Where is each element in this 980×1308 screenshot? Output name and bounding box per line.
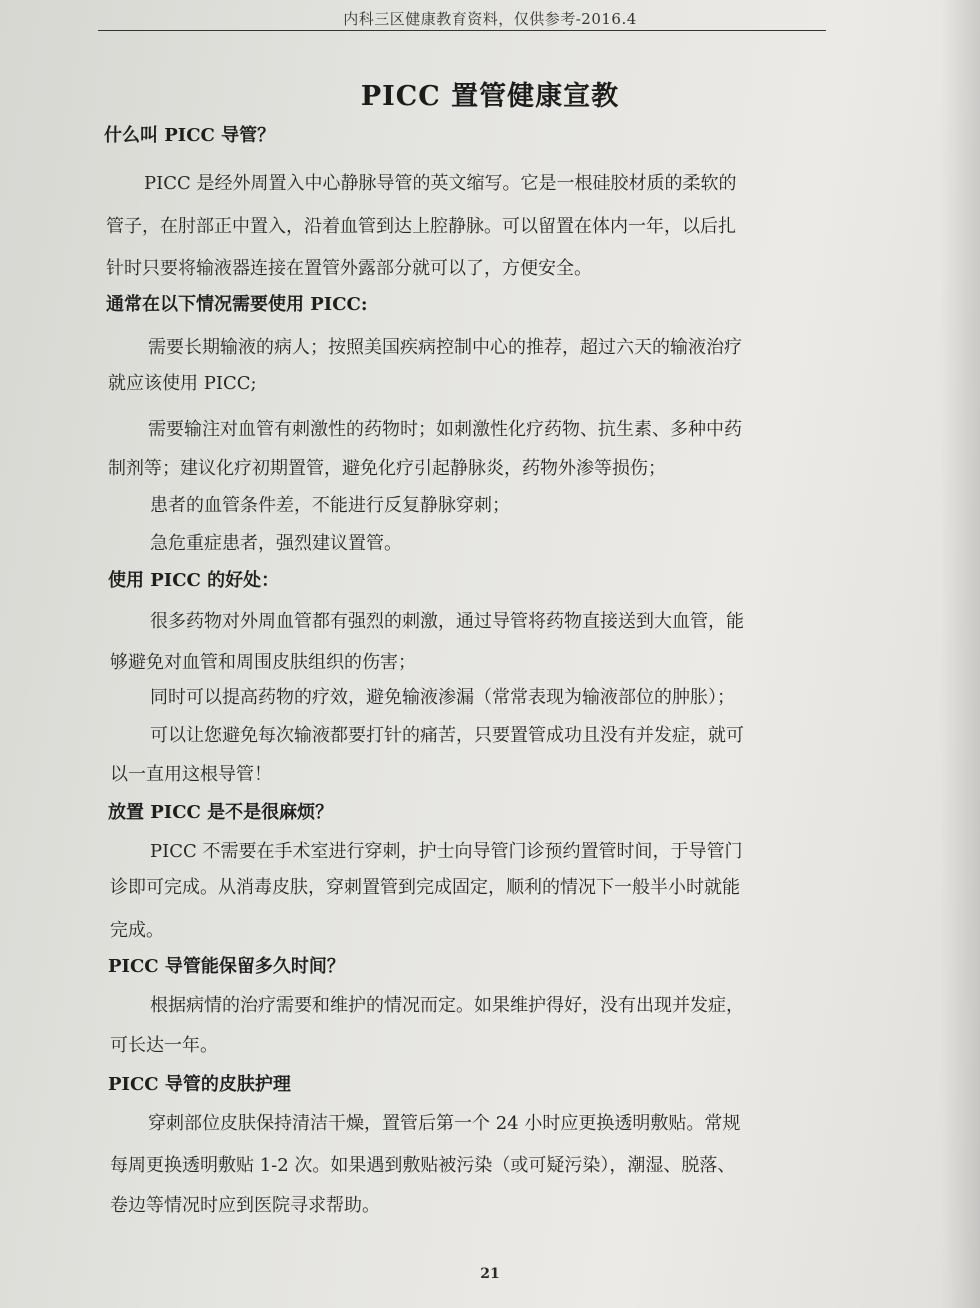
- text-line: 急危重症患者，强烈建议置管。: [150, 533, 402, 554]
- section-heading: 使用 PICC 的好处：: [108, 570, 280, 591]
- text-line: 就应该使用 PICC;: [108, 373, 257, 394]
- text-line: 完成。: [110, 920, 164, 941]
- text-line: 同时可以提高药物的疗效，避免输液渗漏（常常表现为输液部位的肿胀）；: [150, 687, 735, 708]
- section-heading: PICC 导管的皮肤护理: [108, 1074, 291, 1095]
- section-heading: 放置 PICC 是不是很麻烦？: [108, 802, 334, 823]
- text-line: 需要长期输液的病人；按照美国疾病控制中心的推荐，超过六天的输液治疗: [148, 337, 742, 358]
- text-line: 需要输注对血管有刺激性的药物时；如刺激性化疗药物、抗生素、多种中药: [148, 419, 742, 440]
- running-header: 内科三区健康教育资料，仅供参考-2016.4: [343, 10, 637, 28]
- text-line: 诊即可完成。从消毒皮肤，穿刺置管到完成固定，顺利的情况下一般半小时就能: [110, 877, 740, 898]
- text-line: 以一直用这根导管！: [110, 764, 272, 785]
- text-line: PICC 不需要在手术室进行穿刺，护士向导管门诊预约置管时间，于导管门: [150, 841, 743, 862]
- page-edge-shadow: [940, 0, 980, 1308]
- text-line: 穿刺部位皮肤保持清洁干燥，置管后第一个 24 小时应更换透明敷贴。常规: [148, 1113, 741, 1134]
- section-heading: PICC 导管能保留多久时间？: [108, 956, 345, 977]
- text-line: 针时只要将输液器连接在置管外露部分就可以了，方便安全。: [106, 258, 592, 279]
- text-line: 可以让您避免每次输液都要打针的痛苦，只要置管成功且没有并发症，就可: [150, 725, 744, 746]
- text-line: 卷边等情况时应到医院寻求帮助。: [110, 1195, 380, 1216]
- section-heading: 通常在以下情况需要使用 PICC:: [106, 294, 368, 315]
- section-heading: 什么叫 PICC 导管？: [104, 125, 276, 146]
- text-line: 管子，在肘部正中置入，沿着血管到达上腔静脉。可以留置在体内一年，以后扎: [106, 216, 736, 237]
- text-line: 制剂等；建议化疗初期置管，避免化疗引起静脉炎，药物外渗等损伤；: [108, 458, 666, 479]
- text-line: PICC 是经外周置入中心静脉导管的英文缩写。它是一根硅胶材质的柔软的: [144, 173, 737, 194]
- page-number: 21: [480, 1266, 500, 1282]
- text-line: 每周更换透明敷贴 1-2 次。如果遇到敷贴被污染（或可疑污染），潮湿、脱落、: [110, 1155, 736, 1176]
- header-rule: [98, 30, 826, 31]
- text-line: 很多药物对外周血管都有强烈的刺激，通过导管将药物直接送到大血管，能: [150, 611, 744, 632]
- text-line: 根据病情的治疗需要和维护的情况而定。如果维护得好，没有出现并发症，: [150, 995, 744, 1016]
- text-line: 够避免对血管和周围皮肤组织的伤害；: [110, 652, 416, 673]
- text-line: 患者的血管条件差，不能进行反复静脉穿刺；: [150, 495, 510, 516]
- document-title: PICC 置管健康宣教: [360, 81, 620, 112]
- text-line: 可长达一年。: [110, 1035, 218, 1056]
